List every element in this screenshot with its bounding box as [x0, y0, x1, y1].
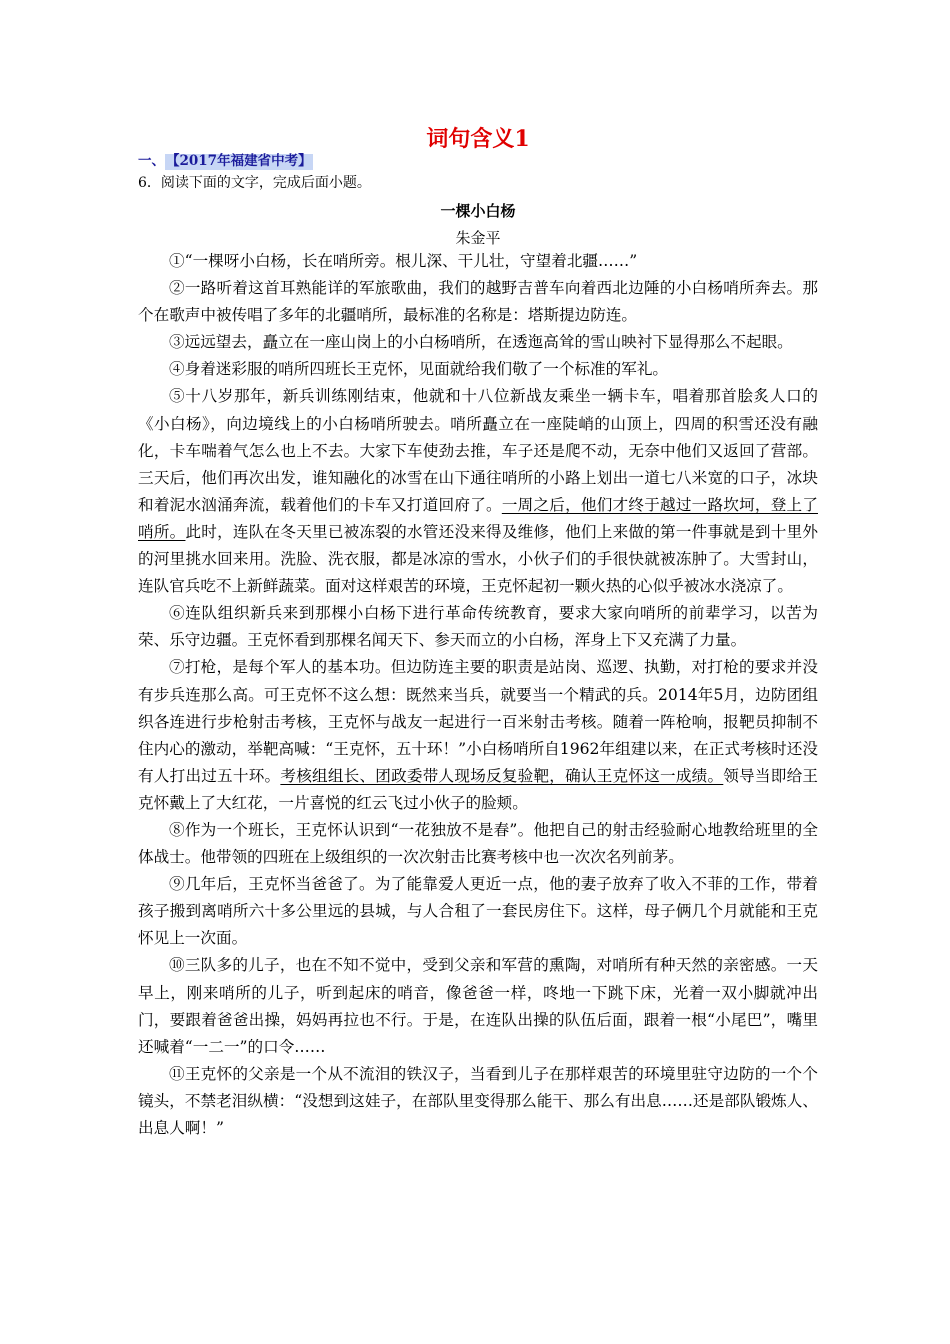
article-paragraph: [138, 871, 818, 952]
page-title: 词句含义1: [426, 126, 530, 152]
article-paragraph: [138, 1061, 818, 1142]
section-heading: [138, 152, 313, 170]
section-prefix: 一、: [138, 153, 165, 169]
paragraph-text: ⑧作为一个班长，王克怀认识到“一花独放不是春”。他把自己的射击经验耐心地教给班里的全体战士。他带领的四班在上级组织的一次次射击比赛考核中也一次次名列前茅。: [138, 820, 818, 867]
paragraph-text: ⑤十八岁那年，新兵训练刚结束，他就和十八位新战友乘坐一辆卡车，唱着那首脍炙人口的《小白杨》，向边境线上的小白杨哨所驶去。哨所矗立在一座陡峭的山顶上，四周的积雪还没有融化，卡车喘着气怎么也上不去。大家下车使劲去推，车子还是爬不动，无奈中他们又返回了营部。三天后，他们再次出发，谁知融化的冰雪在山下通往哨所的小路上划出一道七八米宽的口子，冰块和着泥水汹涌奔流，载着他们的卡车又打道回府了。: [138, 387, 818, 514]
article-paragraph: [138, 356, 818, 383]
article-paragraph: [138, 383, 818, 600]
paragraph-text: ⑨几年后，王克怀当爸爸了。为了能靠爱人更近一点，他的妻子放弃了收入不菲的工作，带着孩子搬到离哨所六十多公里远的县城，与人合租了一套民房住下。这样，母子俩几个月就能和王克怀见上一次面。: [138, 875, 818, 948]
question-prompt: 6．阅读下面的文字，完成后面小题。: [138, 175, 371, 191]
article-paragraph: [138, 275, 818, 329]
paragraph-text: 此时，连队在冬天里已被冻裂的水管还没来得及维修，他们上来做的第一件事就是到十里外的河里挑水回来用。洗脸、洗衣服，都是冰凉的雪水，小伙子们的手很快就被冻肿了。大雪封山，连队官兵吃不上新鲜蔬菜。面对这样艰苦的环境，王克怀起初一颗火热的心似乎被冰水浇凉了。: [138, 522, 818, 596]
paragraph-text: ④身着迷彩服的哨所四班长王克怀，见面就给我们敬了一个标准的军礼。: [169, 360, 669, 379]
article-body: [138, 248, 818, 1142]
underlined-sentence: 一周之后，他们才终于越过一路坎坷，登上了哨所。: [138, 495, 818, 541]
paragraph-text: ①“一棵呀小白杨，长在哨所旁。根儿深、干儿壮，守望着北疆……”: [169, 252, 638, 270]
article-paragraph: [138, 248, 818, 275]
paragraph-text: ②一路听着这首耳熟能详的军旅歌曲，我们的越野吉普车向着西北边陲的小白杨哨所奔去。那个在歌声中被传唱了多年的北疆哨所，最标准的名称是：塔斯提边防连。: [138, 279, 818, 325]
article-paragraph: [138, 817, 818, 871]
underlined-sentence: 考核组组长、团政委带人现场反复验靶，确认王克怀这一成绩。: [280, 766, 724, 785]
article-author: 朱金平: [455, 229, 501, 247]
paragraph-text: 领导当即给王克怀戴上了大红花，一片喜悦的红云飞过小伙子的脸颊。: [138, 766, 818, 812]
paragraph-text: ⑥连队组织新兵来到那棵小白杨下进行革命传统教育，要求大家向哨所的前辈学习，以苦为荣、乐守边疆。王克怀看到那棵名闻天下、参天而立的小白杨，浑身上下又充满了力量。: [138, 604, 818, 650]
article-paragraph: [138, 329, 818, 356]
paragraph-text: ⑪王克怀的父亲是一个从不流泪的铁汉子，当看到儿子在那样艰苦的环境里驻守边防的一个个镜头，不禁老泪纵横：“没想到这娃子，在部队里变得那么能干、那么有出息……还是部队锻炼人、出息人啊！”: [138, 1064, 818, 1137]
article-paragraph: [138, 654, 818, 817]
paragraph-text: ③远远望去，矗立在一座山岗上的小白杨哨所，在透迤高耸的雪山映衬下显得那么不起眼。: [169, 333, 793, 352]
section-source-label: 【2017年福建省中考】: [166, 153, 312, 169]
article-title: 一棵小白杨: [440, 202, 516, 220]
paragraph-text: ⑩三队多的儿子，也在不知不觉中，受到父亲和军营的熏陶，对哨所有种天然的亲密感。一天早上，刚来哨所的儿子，听到起床的哨音，像爸爸一样，咚地一下跳下床，光着一双小脚就冲出门，要跟着爸爸出操，妈妈再拉也不行。于是，在连队出操的队伍后面，跟着一根“小尾巴”，嘴里还喊着“一二一”的口令……: [138, 956, 818, 1056]
article-paragraph: [138, 600, 818, 654]
article-paragraph: [138, 952, 818, 1060]
paragraph-text: ⑦打枪，是每个军人的基本功。但边防连主要的职责是站岗、巡逻、执勤，对打枪的要求并没有步兵连那么高。可王克怀不这么想：既然来当兵，就要当一个精武的兵。2014年5月，边防团组织各连进行步枪射击考核，王克怀与战友一起进行一百米射击考核。随着一阵枪响，报靶员抑制不住内心的激动，举靶高喊：“王克怀，五十环！”小白杨哨所自1962年组建以来，在正式考核时还没有人打出过五十环。: [138, 658, 818, 785]
